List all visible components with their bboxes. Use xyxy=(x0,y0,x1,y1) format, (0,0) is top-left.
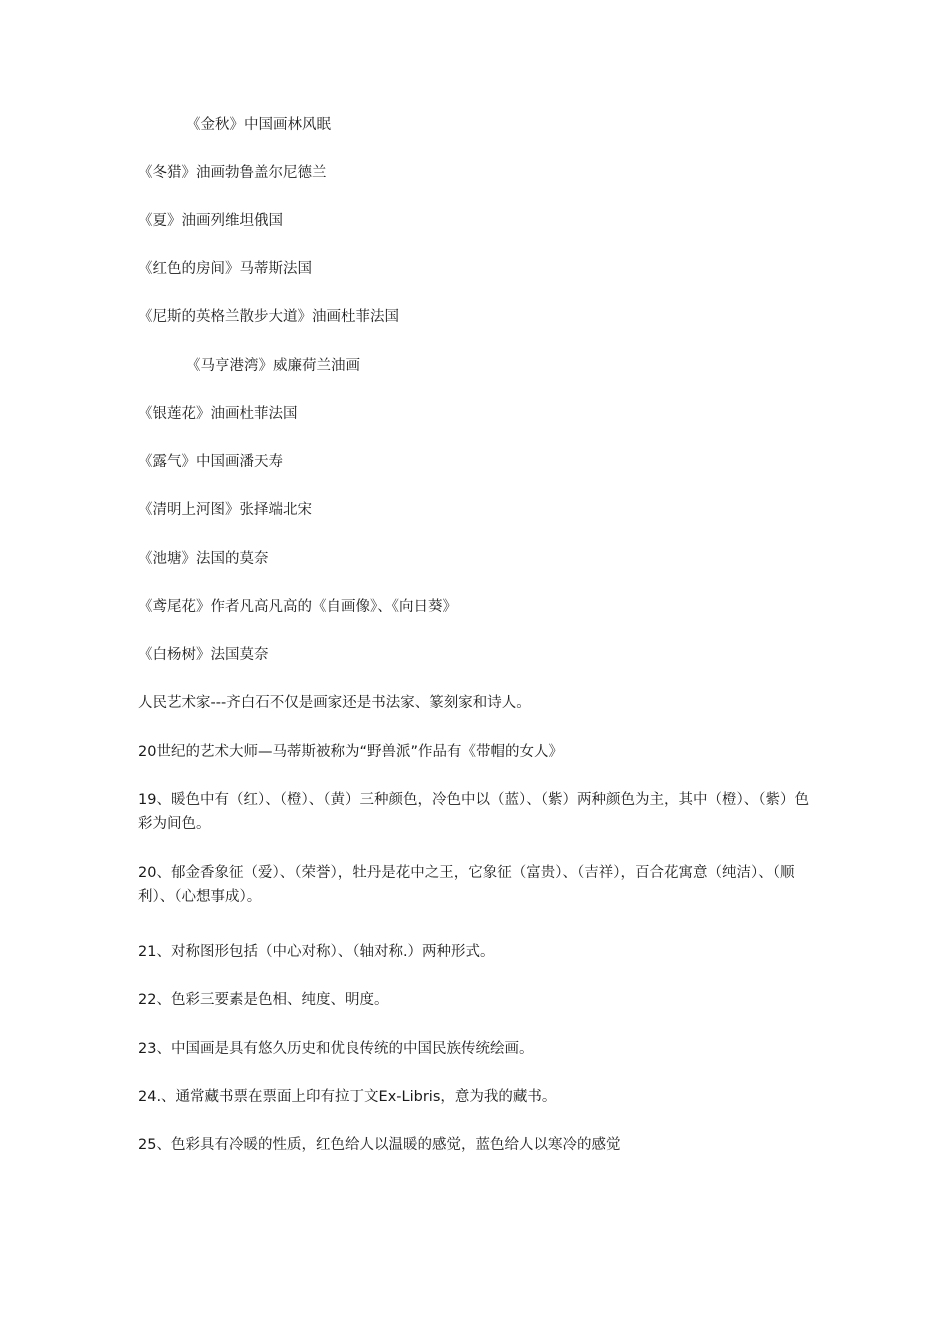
text-line-12: 《白杨树》法国莫奈 xyxy=(138,647,269,663)
text-line-2: 《冬猎》油画勃鲁盖尔尼德兰 xyxy=(138,165,327,181)
text-line-3: 《夏》油画列维坦俄国 xyxy=(138,213,283,229)
text-paragraph-19: 19、暖色中有（红）、（橙）、（黄）三种颜色，冷色中以（蓝）、（紫）两种颜色为主，其中（橙）、（紫）色彩为间色。 xyxy=(138,792,809,832)
text-line-5: 《尼斯的英格兰散步大道》油画杜菲法国 xyxy=(138,309,399,325)
text-line-14: 20世纪的艺术大师—马蒂斯被称为“野兽派”作品有《带帽的女人》 xyxy=(138,744,563,760)
text-line-21: 21、对称图形包括（中心对称）、（轴对称.）两种形式。 xyxy=(138,944,495,960)
text-line-6: 《马亨港湾》威廉荷兰油画 xyxy=(186,358,360,374)
text-line-7: 《银莲花》油画杜菲法国 xyxy=(138,406,298,422)
text-line-13: 人民艺术家---齐白石不仅是画家还是书法家、篆刻家和诗人。 xyxy=(138,695,531,711)
text-line-23: 23、中国画是具有悠久历史和优良传统的中国民族传统绘画。 xyxy=(138,1041,534,1057)
text-paragraph-20: 20、郁金香象征（爱）、（荣誉），牡丹是花中之王，它象征（富贵）、（吉祥），百合花寓意（纯洁）、（顺利）、（心想事成）。 xyxy=(138,865,795,905)
text-line-10: 《池塘》法国的莫奈 xyxy=(138,551,269,567)
text-line-22: 22、色彩三要素是色相、纯度、明度。 xyxy=(138,992,389,1008)
text-line-8: 《露气》中国画潘天寿 xyxy=(138,454,283,470)
text-line-1: 《金秋》中国画林风眠 xyxy=(186,117,331,133)
text-line-24: 24.、通常藏书票在票面上印有拉丁文Ex-Libris，意为我的藏书。 xyxy=(138,1089,557,1105)
text-line-9: 《清明上河图》张择端北宋 xyxy=(138,502,312,518)
text-line-25: 25、色彩具有冷暖的性质，红色给人以温暖的感觉，蓝色给人以寒冷的感觉 xyxy=(138,1137,621,1153)
text-line-11: 《鸢尾花》作者凡高凡高的《自画像》、《向日葵》 xyxy=(138,599,457,615)
text-line-4: 《红色的房间》马蒂斯法国 xyxy=(138,261,312,277)
